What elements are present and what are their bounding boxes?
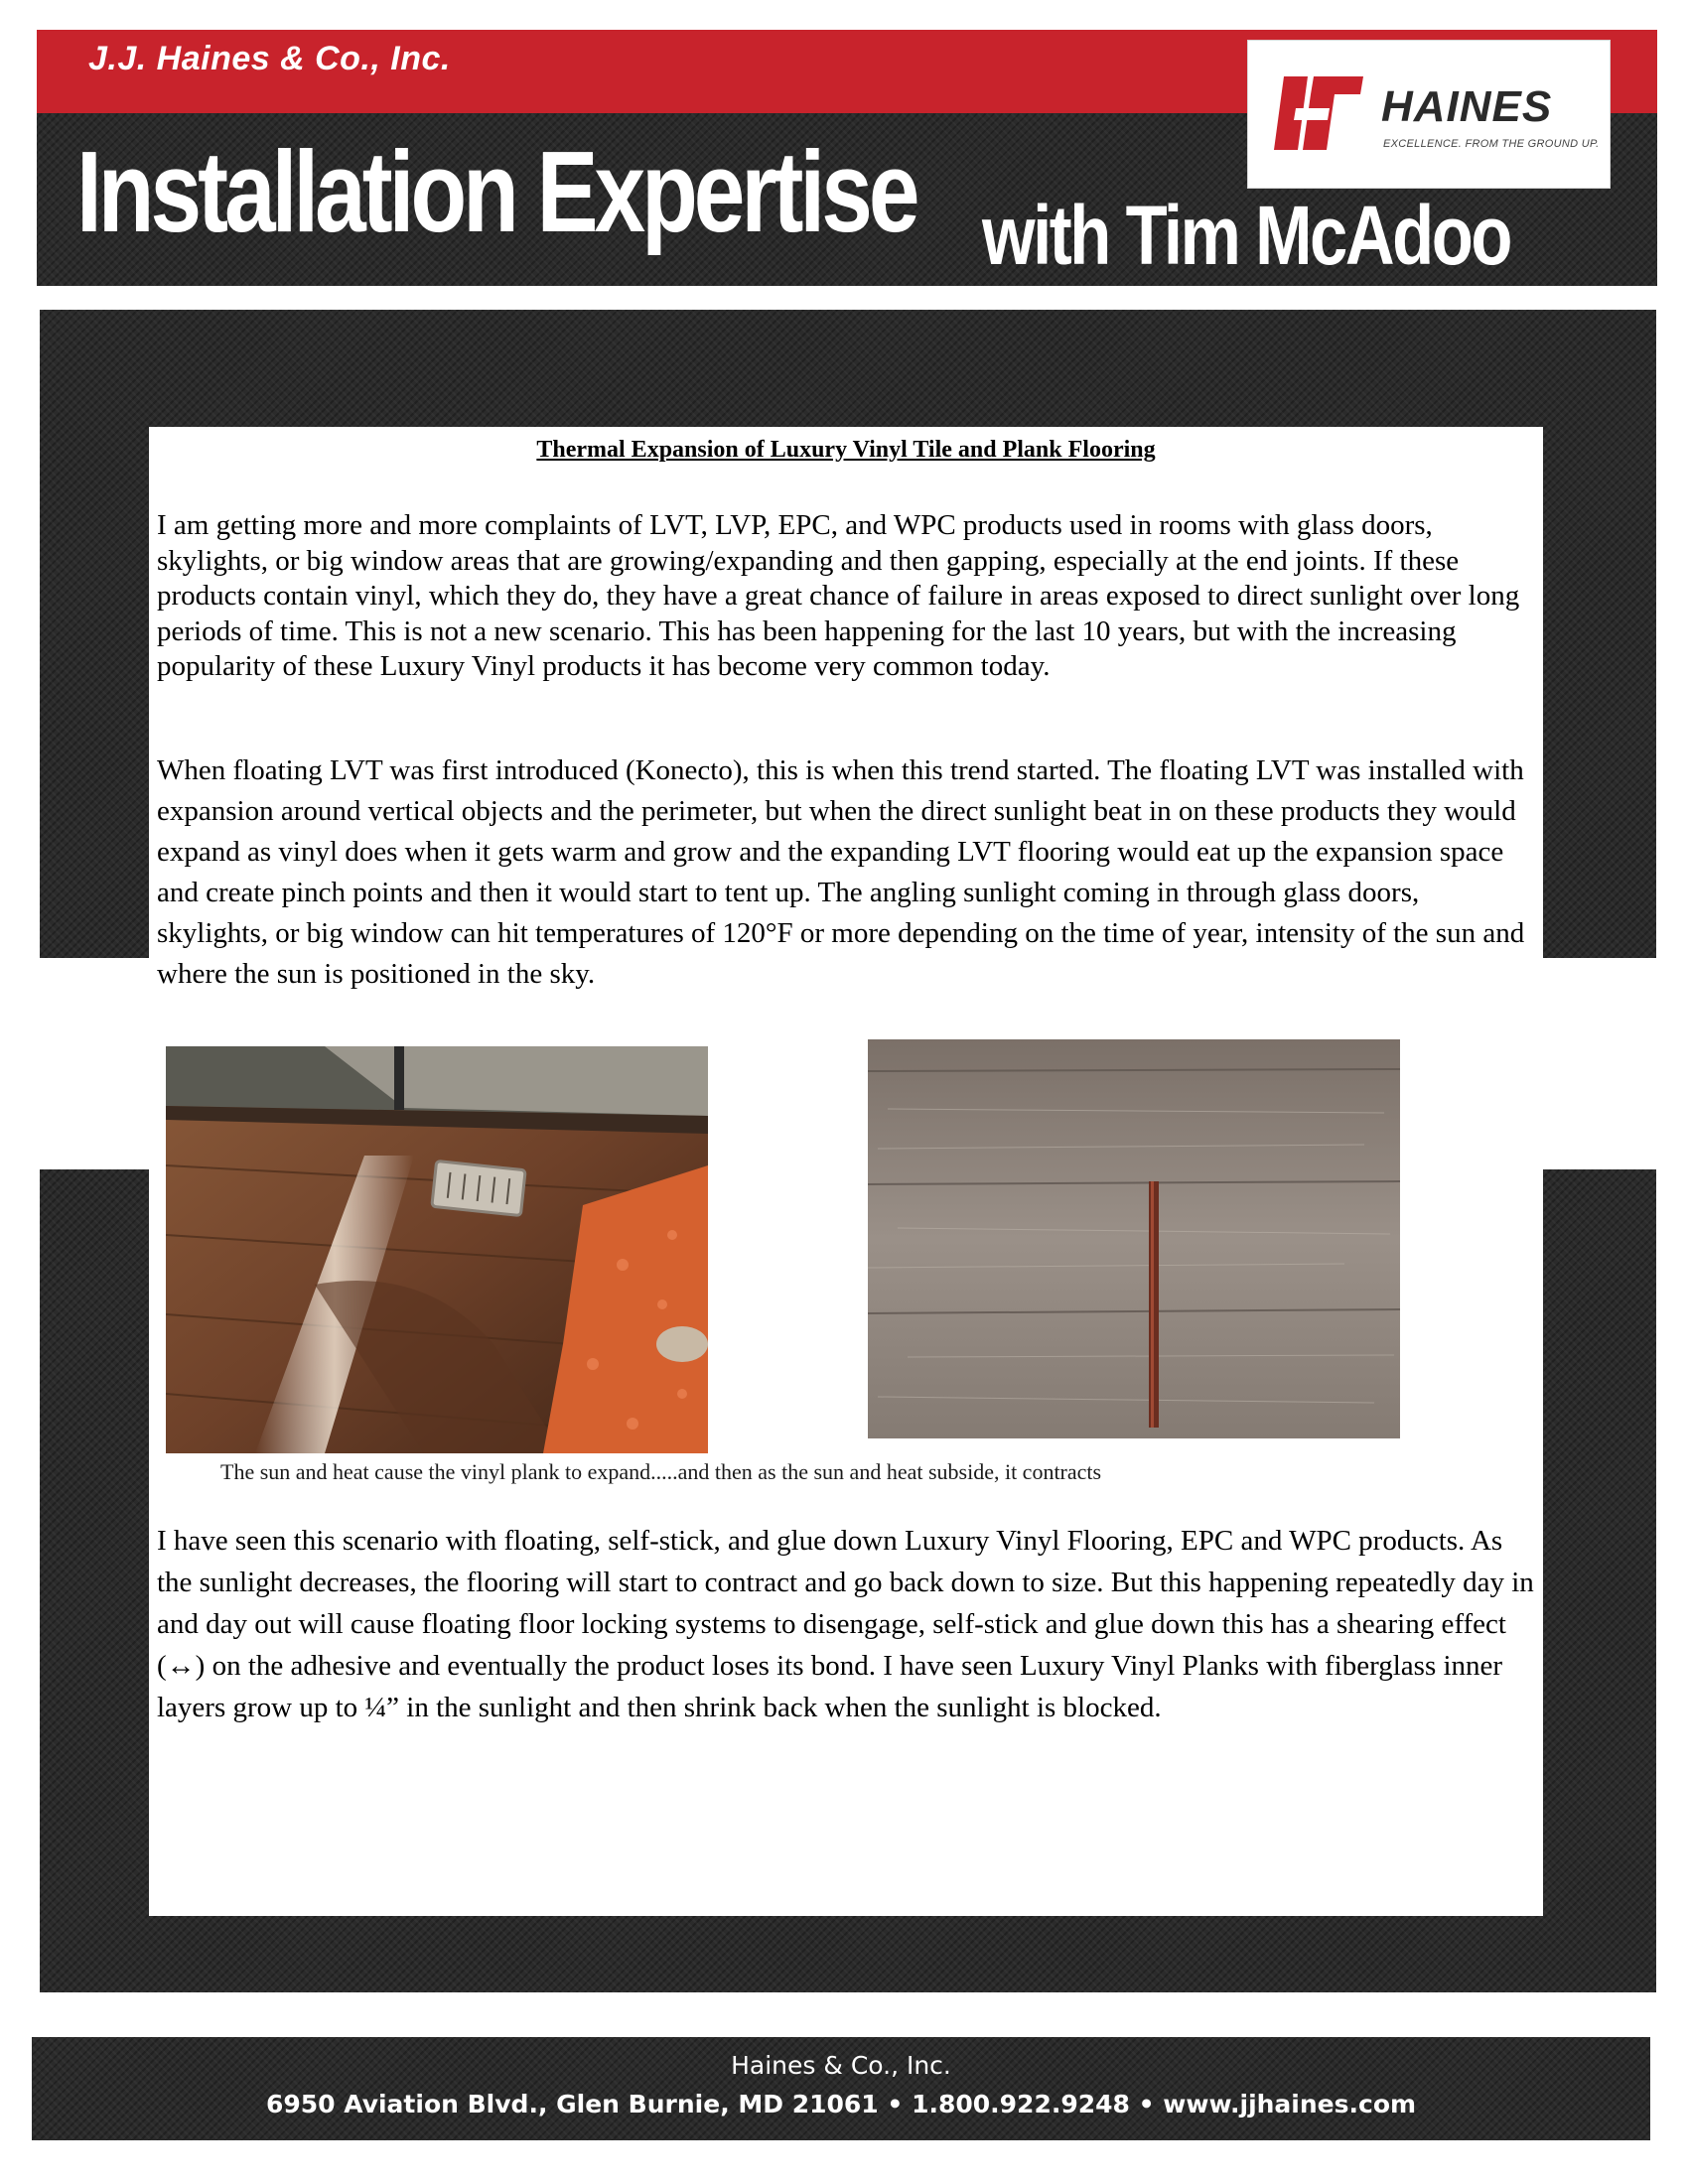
haines-logo-mark-icon [1274, 68, 1363, 158]
company-name: J.J. Haines & Co., Inc. [88, 40, 451, 77]
paragraph-intro: I am getting more and more complaints of LVT, LVP, EPC, and WPC products used in rooms with glass doors, skylights, or big window areas that are growing/expanding and then gapping, especially at the end joints. If these products contain vinyl, which they do, they have a great chance of failure in areas exposed to direct sunlight over long periods of time. This is not a new scenario. This has been happening for the last 10 years, but with the increasing popularity of these Luxury Vinyl products it has become very common today. [157, 509, 1520, 682]
photo-caption: The sun and heat cause the vinyl plank to expand.....and then as the sun and heat subside, it contracts [220, 1459, 1102, 1484]
photo-expanded-plank [166, 1046, 708, 1453]
article-title: Thermal Expansion of Luxury Vinyl Tile and Plank Flooring [536, 437, 1156, 463]
logo-tagline: EXCELLENCE. FROM THE GROUND UP. [1383, 138, 1600, 150]
haines-logo [1247, 40, 1611, 189]
logo-wordmark: HAINES [1381, 82, 1553, 131]
footer-contact: 6950 Aviation Blvd., Glen Burnie, MD 21061 • 1.800.922.9248 • www.jjhaines.com [265, 2090, 1417, 2118]
photo-contracted-gap [868, 1039, 1400, 1438]
page-headline: Installation Expertise [76, 127, 916, 256]
article-content [149, 427, 1543, 1916]
page-subheadline: with Tim McAdoo [982, 189, 1510, 282]
paragraph-history: When floating LVT was first introduced (Konecto), this is when this trend started. The floating LVT was installed with expansion around vertical objects and the perimeter, but when the direct sunlight beat in on these products they would expand as vinyl does when it gets warm and grow and the expanding LVT flooring would eat up the expansion space and create pinch points and then it would start to tent up. The angling sunlight coming in through glass doors, skylights, or big window can hit temperatures of 120°F or more depending on the time of year, intensity of the sun and where the sun is positioned in the sky. [157, 754, 1525, 990]
paragraph-observations: I have seen this scenario with floating, self-stick, and glue down Luxury Vinyl Flooring, EPC and WPC products. As the sunlight decreases, the flooring will start to contract and go back down to size. But this happening repeatedly day in and day out will cause floating floor locking systems to disengage, self-stick and glue down this has a shearing effect (↔) on the adhesive and eventually the product loses its bond. I have seen Luxury Vinyl Planks with fiberglass inner layers grow up to ¼” in the sunlight and then shrink back when the sunlight is blocked. [157, 1525, 1534, 1723]
footer-company: Haines & Co., Inc. [731, 2051, 951, 2080]
footer-bar [32, 2037, 1650, 2140]
